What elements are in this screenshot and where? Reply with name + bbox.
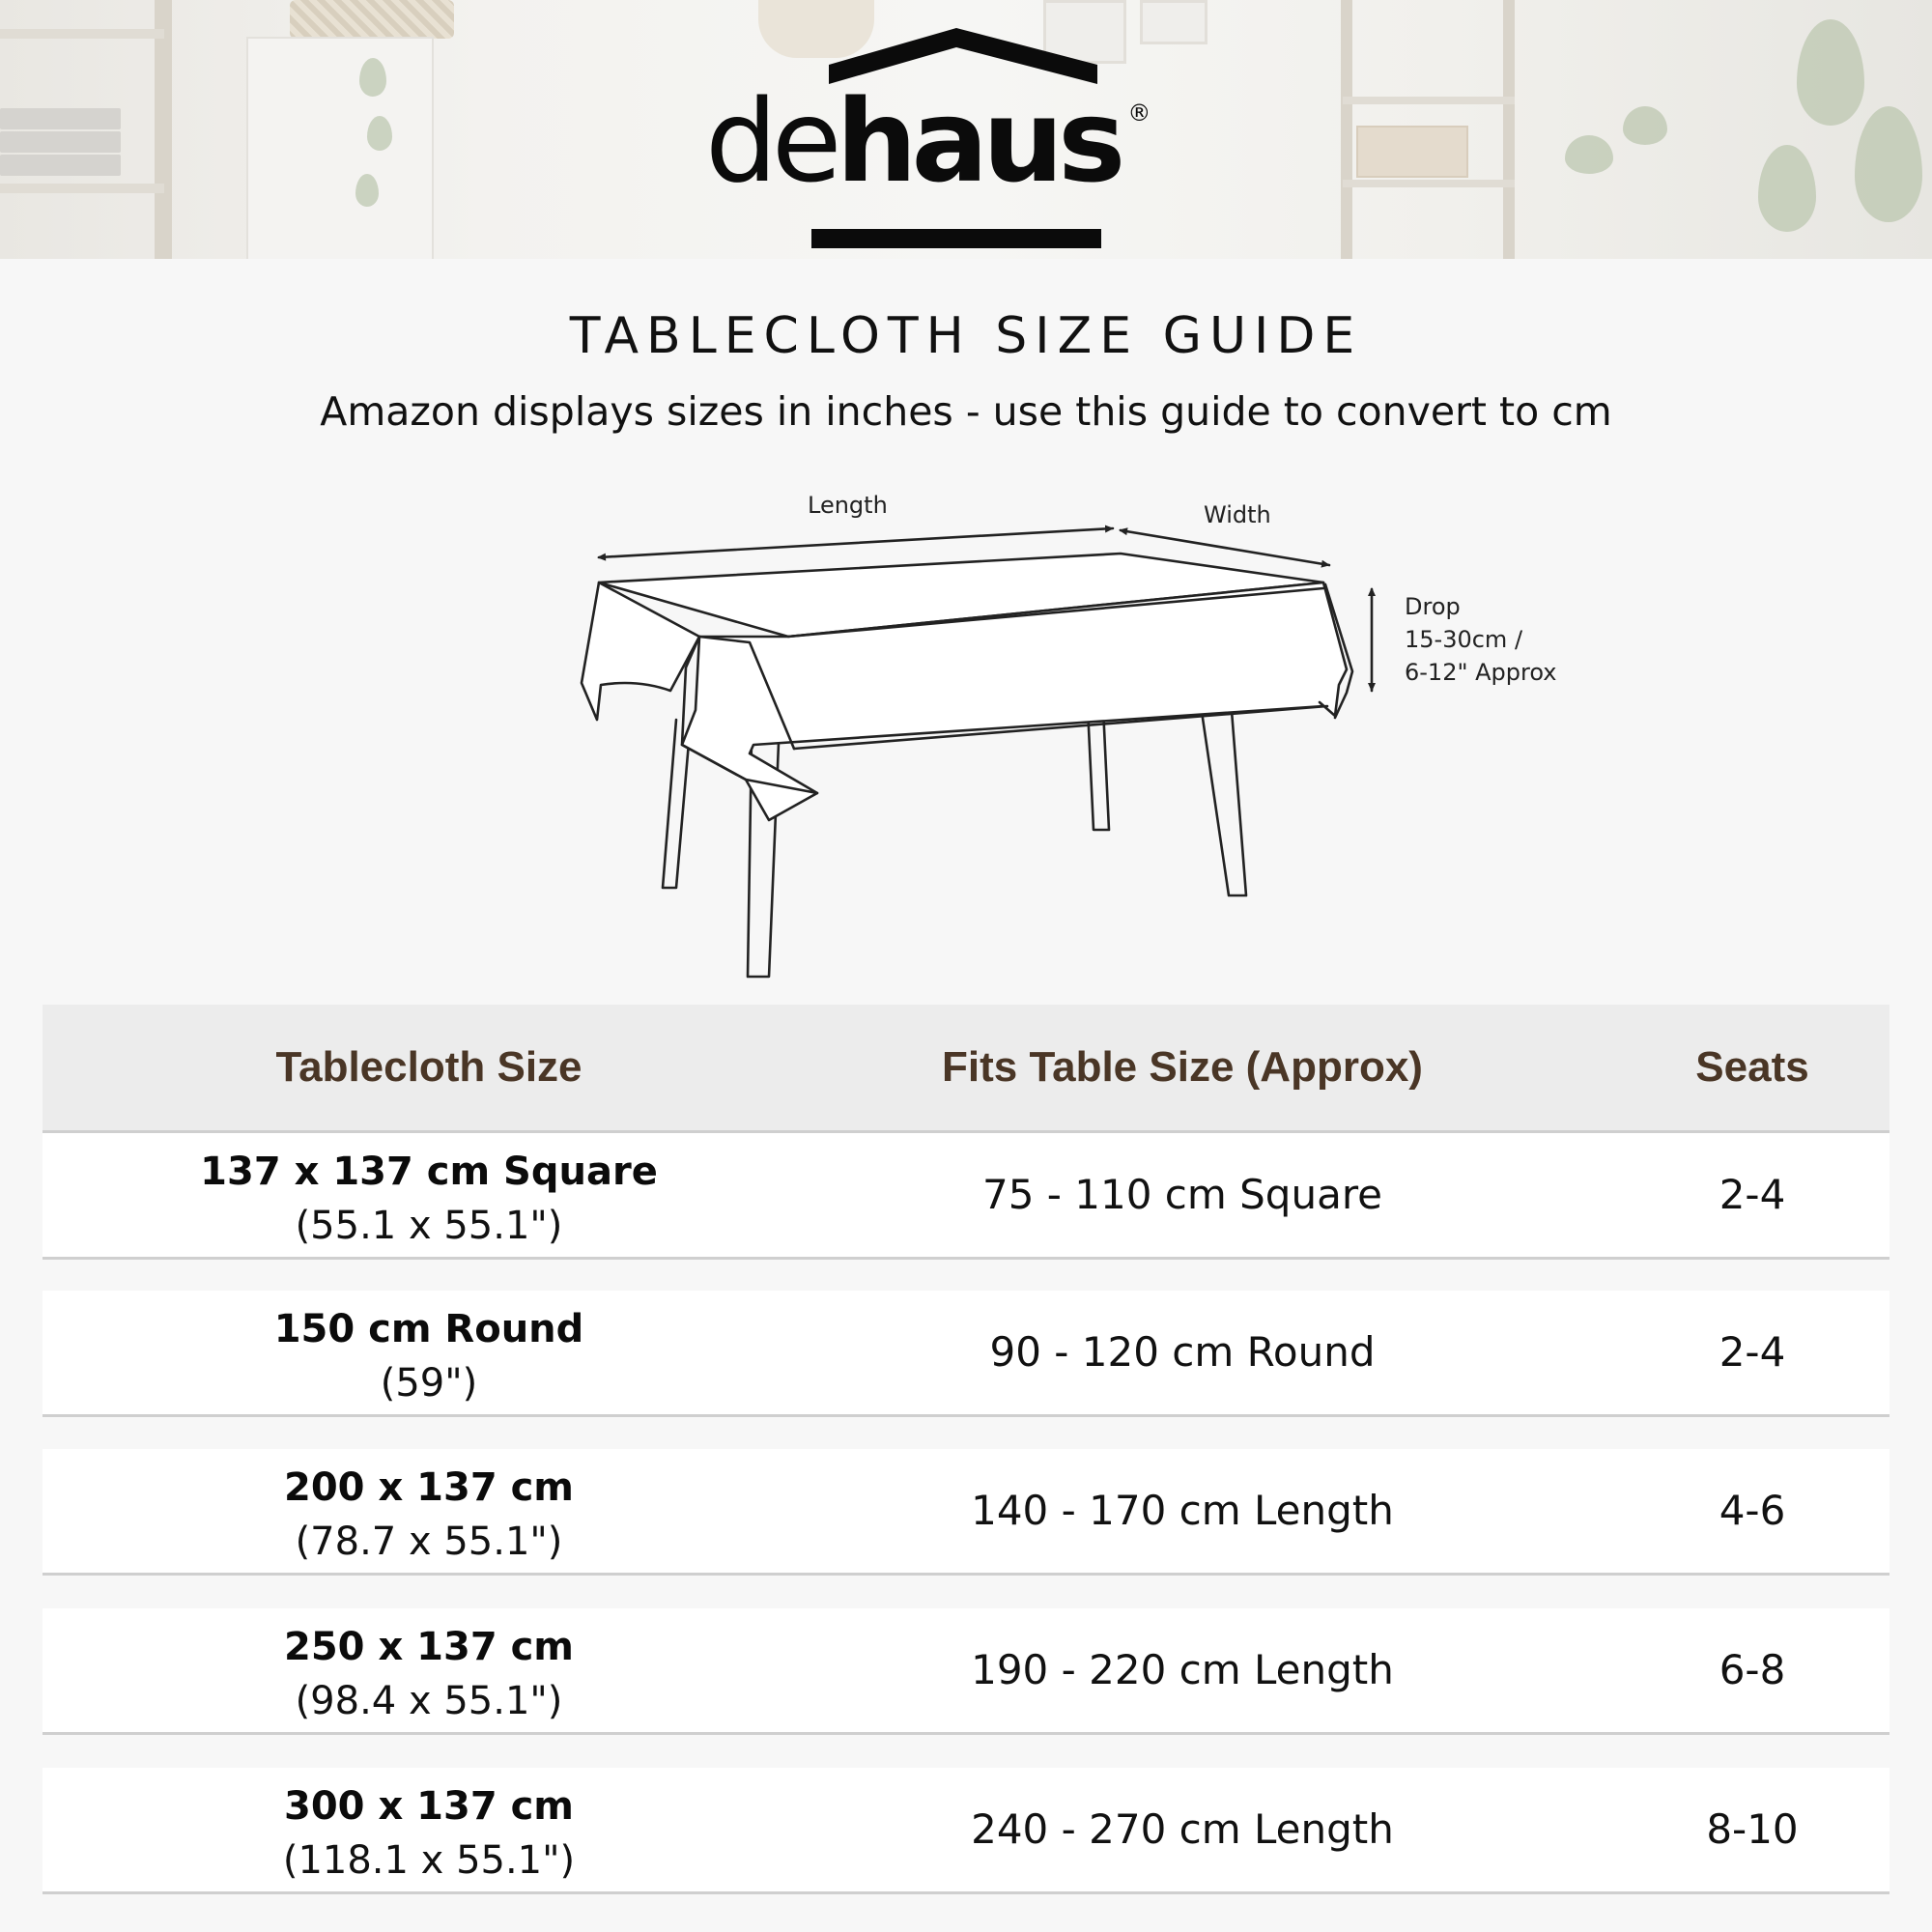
books-stack: [0, 108, 121, 129]
plant-leaf: [1565, 135, 1613, 174]
plant-leaf: [1623, 106, 1667, 145]
shelf-post: [1503, 0, 1515, 259]
size-cell: [43, 1461, 815, 1569]
fits-cell: 90 - 120 cm Round: [989, 1328, 1376, 1376]
books-stack: [0, 131, 121, 153]
drop-label-block: [1405, 590, 1557, 689]
basket: [290, 0, 454, 39]
seats-cell: 8-10: [1706, 1805, 1799, 1853]
drop-label: Drop: [1405, 593, 1461, 620]
size-inches: (59"): [380, 1361, 478, 1406]
dehaus-logo: [705, 24, 1227, 232]
page-title: TABLECLOTH SIZE GUIDE: [569, 307, 1363, 365]
shelf-post: [155, 0, 172, 259]
header-fits-table-size: Fits Table Size (Approx): [942, 1043, 1423, 1091]
shelf: [1343, 180, 1515, 187]
size-cell: [43, 1145, 815, 1253]
drop-value-cm: 15-30cm /: [1405, 626, 1523, 653]
header-banner: [0, 0, 1932, 259]
length-label: Length: [808, 492, 888, 519]
logo-haus: haus: [836, 74, 1121, 208]
table-row: [43, 1768, 1889, 1894]
plant-leaf: [1797, 19, 1864, 126]
table-diagram: [541, 478, 1584, 990]
shelf-post: [1341, 0, 1352, 259]
size-cell: [43, 1302, 815, 1410]
plant-leaf: [355, 174, 379, 207]
books-stack: [0, 155, 121, 176]
size-cm: 200 x 137 cm: [284, 1465, 574, 1510]
plant-leaf: [1855, 106, 1922, 222]
table-row: [43, 1291, 1889, 1417]
seats-cell: 2-4: [1719, 1171, 1786, 1218]
fits-cell: 190 - 220 cm Length: [971, 1646, 1394, 1693]
logo-de: de: [705, 74, 837, 208]
seats-cell: 4-6: [1719, 1487, 1786, 1534]
shelf: [1343, 97, 1515, 104]
fits-cell: 75 - 110 cm Square: [981, 1171, 1383, 1218]
header-seats: Seats: [1695, 1043, 1809, 1091]
tablecloth-illustration: [541, 478, 1584, 990]
table-row: [43, 1133, 1889, 1260]
shelf: [0, 29, 164, 39]
header-tablecloth-size: Tablecloth Size: [275, 1043, 582, 1091]
table-row: [43, 1449, 1889, 1576]
size-cell: [43, 1620, 815, 1728]
size-cm: 300 x 137 cm: [284, 1784, 574, 1829]
seats-cell: 2-4: [1719, 1328, 1786, 1376]
size-cm: 137 x 137 cm Square: [200, 1150, 658, 1194]
fits-cell: 140 - 170 cm Length: [971, 1487, 1394, 1534]
size-inches: (98.4 x 55.1"): [295, 1679, 563, 1723]
plant-leaf: [367, 116, 392, 151]
cabinet: [246, 37, 434, 259]
registered-mark: ®: [1127, 99, 1151, 127]
logo-base-bar: [811, 229, 1101, 248]
size-cm: 150 cm Round: [273, 1307, 584, 1351]
logo-wordmark: [705, 74, 1227, 208]
size-cell: [43, 1779, 815, 1888]
storage-box: [1356, 126, 1468, 178]
plant-leaf: [359, 58, 386, 97]
seats-cell: 6-8: [1719, 1646, 1786, 1693]
width-label: Width: [1204, 501, 1271, 528]
plant-leaf: [1758, 145, 1816, 232]
table-row: [43, 1608, 1889, 1735]
size-inches: (55.1 x 55.1"): [295, 1204, 563, 1248]
size-cm: 250 x 137 cm: [284, 1625, 574, 1669]
page-subtitle: Amazon displays sizes in inches - use this guide to convert to cm: [320, 388, 1612, 435]
shelf: [0, 184, 164, 193]
size-inches: (78.7 x 55.1"): [295, 1520, 563, 1564]
size-inches: (118.1 x 55.1"): [282, 1838, 576, 1883]
drop-value-in: 6-12" Approx: [1405, 659, 1557, 686]
fits-cell: 240 - 270 cm Length: [971, 1805, 1394, 1853]
table-header: [43, 1005, 1889, 1133]
